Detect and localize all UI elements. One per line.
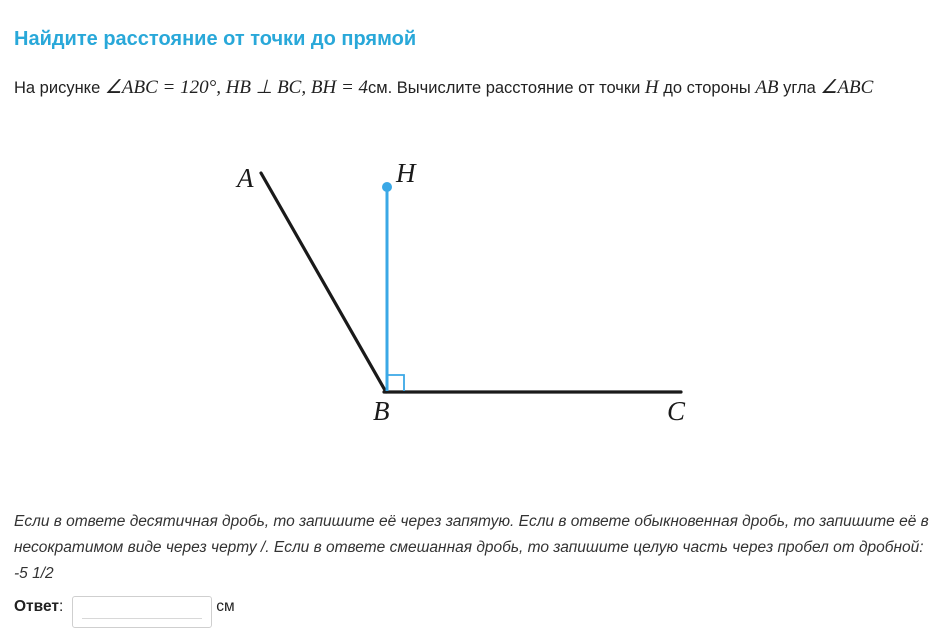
angle-name-ref: ∠ABC	[820, 77, 874, 98]
perpendicular-expression: HB ⊥ BC	[225, 77, 302, 98]
point-h-ref: H	[644, 77, 659, 98]
separator: ,	[301, 77, 311, 98]
right-angle-mark	[387, 375, 404, 391]
answer-field-wrapper	[72, 596, 212, 628]
answer-input[interactable]	[72, 596, 212, 628]
point-h-dot	[382, 182, 392, 192]
answer-underline	[82, 618, 202, 619]
task-angle-word: угла	[778, 79, 821, 97]
bh-expression: BH = 4	[310, 77, 369, 98]
answer-colon: :	[58, 598, 64, 615]
separator: ,	[216, 77, 226, 98]
segment-ab	[261, 173, 386, 392]
answer-unit: см	[216, 598, 235, 615]
answer-label: Ответ	[14, 598, 59, 615]
answer-row	[14, 596, 235, 630]
task-prefix: На рисунке	[14, 79, 105, 97]
unit-text: см	[368, 79, 388, 97]
task-title: Найдите расстояние от точки до прямой	[14, 28, 417, 50]
side-ref: AB	[755, 77, 779, 98]
task-middle: . Вычислите расстояние от точки	[387, 79, 645, 97]
angle-expression: ∠ABC = 120°	[104, 77, 217, 98]
label-c: C	[667, 396, 686, 426]
label-a: A	[237, 163, 254, 193]
label-b: B	[373, 396, 390, 426]
label-h: H	[396, 158, 416, 188]
answer-format-note: Если в ответе десятичная дробь, то запишите её через запятую. Если в ответе обыкновенная дробь, то запишите её в несократимом виде через черту /. Если в ответе смешанная дробь, то запишите целую часть через пробел от дробной: -5 1/2	[14, 513, 929, 582]
task-to-side: до стороны	[658, 79, 756, 97]
